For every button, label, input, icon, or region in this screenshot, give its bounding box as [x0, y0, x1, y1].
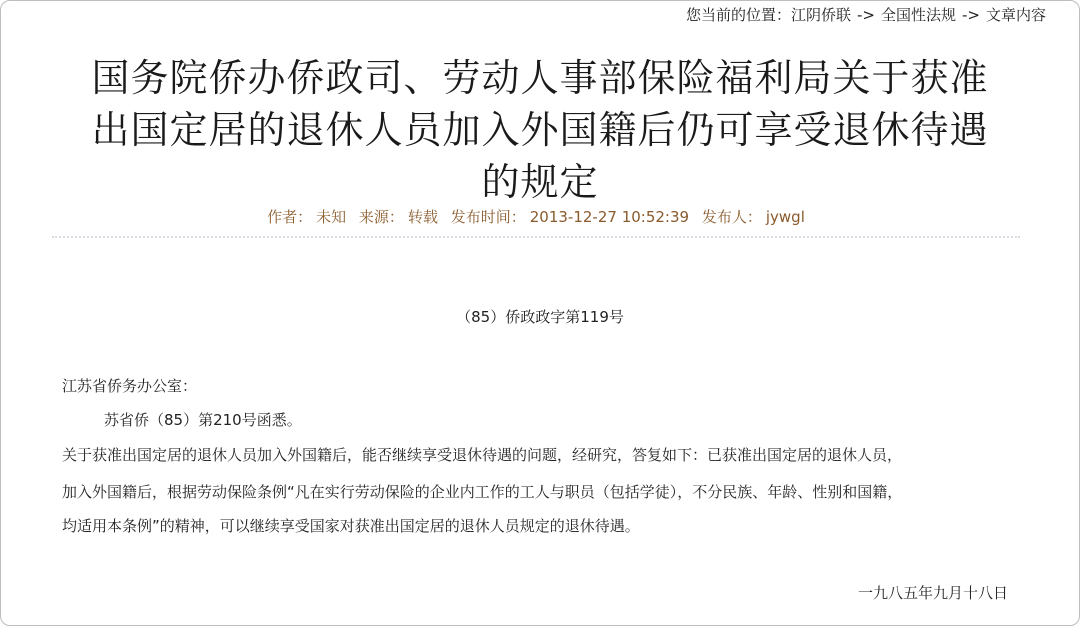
breadcrumb-link-category[interactable]: 全国性法规 [880, 6, 956, 24]
article-title [40, 52, 1040, 208]
breadcrumb-prefix: 您当前的位置： [685, 6, 791, 24]
meta-source [359, 208, 442, 226]
meta-author-label: 作者： [267, 208, 313, 226]
breadcrumb-current: 文章内容 [985, 6, 1046, 24]
body-line: 均适用本条例”的精神，可以继续享受国家对获准出国定居的退休人员规定的退休待遇。 [62, 517, 640, 535]
meta-author-value: 未知 [316, 208, 347, 226]
breadcrumb-link-home[interactable]: 江阴侨联 [790, 6, 851, 24]
meta-time-label: 发布时间： [450, 208, 526, 226]
document-date: 一九八五年九月十八日 [857, 584, 1008, 602]
breadcrumb-separator: -> [962, 6, 980, 24]
body-line: 加入外国籍后，根据劳动保险条例“凡在实行劳动保险的企业内工作的工人与职员（包括学徒），不分民族、年龄、性别和国籍， [62, 483, 903, 501]
reference-line: 苏省侨（85）第210号函悉。 [104, 411, 302, 429]
meta-source-label: 来源： [358, 208, 404, 226]
meta-publisher [702, 208, 809, 226]
meta-time [451, 208, 693, 226]
article-title-line: 出国定居的退休人员加入外国籍后仍可享受退休待遇 [91, 108, 989, 152]
addressee: 江苏省侨务办公室： [62, 377, 198, 395]
title-divider [52, 236, 1020, 238]
meta-publisher-value: jywgl [765, 208, 805, 226]
meta-author [267, 208, 350, 226]
breadcrumb [686, 4, 1046, 25]
breadcrumb-separator: -> [857, 6, 875, 24]
meta-source-value: 转载 [407, 208, 438, 226]
article-meta [0, 206, 1080, 227]
article-title-line: 国务院侨办侨政司、劳动人事部保险福利局关于获准 [91, 56, 989, 100]
body-line: 关于获准出国定居的退休人员加入外国籍后，能否继续享受退休待遇的问题，经研究，答复如下：已获准出国定居的退休人员， [62, 446, 903, 464]
document-number: （85）侨政政字第119号 [456, 308, 624, 326]
meta-time-value: 2013-12-27 10:52:39 [529, 208, 690, 226]
article-title-line: 的规定 [481, 160, 599, 204]
meta-publisher-label: 发布人： [701, 208, 762, 226]
